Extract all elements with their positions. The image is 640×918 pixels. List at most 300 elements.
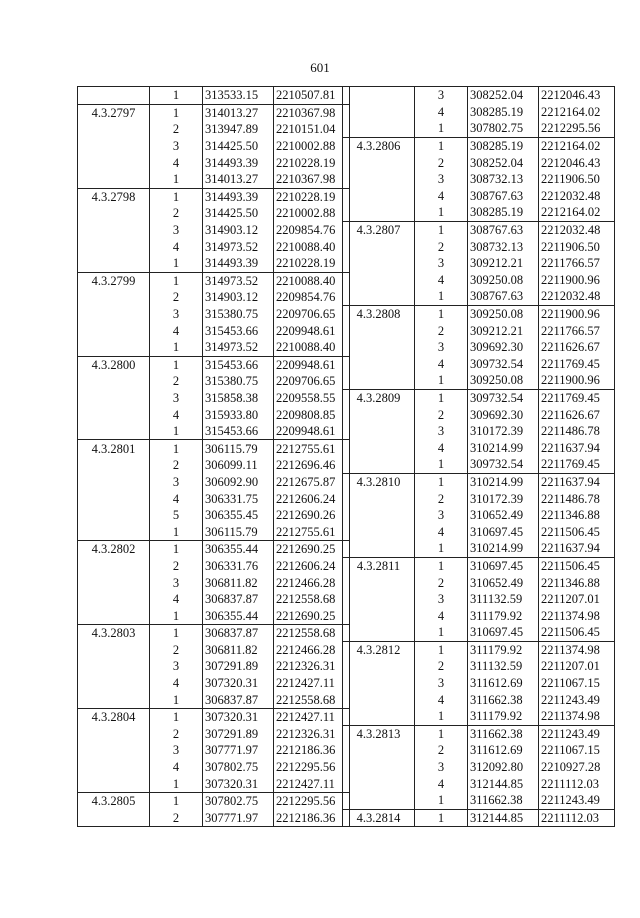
y-coordinate-cell: 2211346.88 bbox=[539, 574, 615, 591]
point-number-cell: 1 bbox=[415, 120, 468, 137]
y-coordinate-cell: 2212558.68 bbox=[274, 691, 350, 708]
table-row bbox=[78, 373, 350, 390]
parcel-id-cell: 4.3.2808 bbox=[343, 305, 415, 322]
y-coordinate-cell: 2210228.19 bbox=[274, 255, 350, 272]
table-row bbox=[78, 222, 350, 239]
table-row bbox=[343, 624, 615, 641]
x-coordinate-cell: 308252.04 bbox=[468, 154, 539, 171]
y-coordinate-cell: 2212295.56 bbox=[274, 792, 350, 809]
table-row bbox=[343, 809, 615, 827]
parcel-id-cell bbox=[343, 624, 415, 641]
point-number-cell: 1 bbox=[415, 641, 468, 658]
table-row bbox=[343, 322, 615, 339]
y-coordinate-cell: 2211346.88 bbox=[539, 507, 615, 524]
table-row bbox=[78, 104, 350, 121]
x-coordinate-cell: 310214.99 bbox=[468, 473, 539, 490]
point-number-cell: 1 bbox=[150, 523, 203, 540]
point-number-cell: 4 bbox=[415, 523, 468, 540]
y-coordinate-cell: 2210088.40 bbox=[274, 238, 350, 255]
point-number-cell: 1 bbox=[150, 708, 203, 725]
table-row bbox=[78, 507, 350, 524]
parcel-id-cell: 4.3.2803 bbox=[78, 625, 150, 642]
point-number-cell: 3 bbox=[415, 339, 468, 356]
table-row bbox=[343, 691, 615, 708]
parcel-id-cell bbox=[343, 171, 415, 188]
table-row bbox=[343, 204, 615, 221]
x-coordinate-cell: 314973.52 bbox=[203, 339, 274, 356]
x-coordinate-cell: 307771.97 bbox=[203, 742, 274, 759]
point-number-cell: 2 bbox=[415, 406, 468, 423]
parcel-id-cell: 4.3.2814 bbox=[343, 809, 415, 827]
table-row bbox=[78, 356, 350, 373]
point-number-cell: 1 bbox=[415, 473, 468, 490]
table-row bbox=[78, 188, 350, 205]
parcel-id-cell bbox=[343, 607, 415, 624]
table-row bbox=[78, 708, 350, 725]
x-coordinate-cell: 307802.75 bbox=[468, 120, 539, 137]
parcel-id-cell: 4.3.2802 bbox=[78, 541, 150, 558]
parcel-id-cell bbox=[78, 457, 150, 474]
y-coordinate-cell: 2211906.50 bbox=[539, 171, 615, 188]
point-number-cell: 4 bbox=[150, 490, 203, 507]
point-number-cell: 1 bbox=[150, 356, 203, 373]
table-row bbox=[343, 456, 615, 473]
parcel-id-cell: 4.3.2813 bbox=[343, 725, 415, 742]
point-number-cell: 2 bbox=[150, 373, 203, 390]
table-row bbox=[343, 540, 615, 557]
point-number-cell: 4 bbox=[415, 439, 468, 456]
point-number-cell: 1 bbox=[415, 792, 468, 809]
y-coordinate-cell: 2212755.61 bbox=[274, 440, 350, 457]
y-coordinate-cell: 2210367.98 bbox=[274, 104, 350, 121]
x-coordinate-cell: 311179.92 bbox=[468, 607, 539, 624]
point-number-cell: 2 bbox=[415, 658, 468, 675]
y-coordinate-cell: 2209706.65 bbox=[274, 306, 350, 323]
point-number-cell: 4 bbox=[415, 691, 468, 708]
point-number-cell: 1 bbox=[150, 625, 203, 642]
parcel-id-cell bbox=[78, 675, 150, 692]
parcel-id-cell: 4.3.2804 bbox=[78, 708, 150, 725]
parcel-id-cell bbox=[78, 322, 150, 339]
point-number-cell: 2 bbox=[150, 810, 203, 827]
table-row bbox=[78, 289, 350, 306]
table-row bbox=[343, 288, 615, 305]
table-row bbox=[343, 238, 615, 255]
x-coordinate-cell: 311662.38 bbox=[468, 792, 539, 809]
parcel-id-cell bbox=[78, 574, 150, 591]
table-row bbox=[78, 423, 350, 440]
point-number-cell: 1 bbox=[415, 372, 468, 389]
y-coordinate-cell: 2209706.65 bbox=[274, 373, 350, 390]
y-coordinate-cell: 2212032.48 bbox=[539, 288, 615, 305]
parcel-id-cell bbox=[343, 339, 415, 356]
x-coordinate-cell: 306355.45 bbox=[203, 507, 274, 524]
y-coordinate-cell: 2211637.94 bbox=[539, 439, 615, 456]
table-row bbox=[78, 272, 350, 289]
point-number-cell: 2 bbox=[415, 322, 468, 339]
point-number-cell: 1 bbox=[150, 792, 203, 809]
table-row bbox=[343, 591, 615, 608]
x-coordinate-cell: 312092.80 bbox=[468, 759, 539, 776]
point-number-cell: 1 bbox=[415, 305, 468, 322]
x-coordinate-cell: 307320.31 bbox=[203, 775, 274, 792]
table-row bbox=[343, 523, 615, 540]
point-number-cell: 2 bbox=[415, 490, 468, 507]
y-coordinate-cell: 2210002.88 bbox=[274, 205, 350, 222]
parcel-id-cell bbox=[343, 507, 415, 524]
parcel-id-cell bbox=[78, 255, 150, 272]
parcel-id-cell bbox=[343, 87, 415, 104]
parcel-id-cell bbox=[78, 121, 150, 138]
y-coordinate-cell: 2211769.45 bbox=[539, 389, 615, 406]
y-coordinate-cell: 2212606.24 bbox=[274, 490, 350, 507]
point-number-cell: 4 bbox=[150, 322, 203, 339]
table-row bbox=[78, 154, 350, 171]
x-coordinate-cell: 315453.66 bbox=[203, 356, 274, 373]
table-row bbox=[343, 675, 615, 692]
parcel-id-cell: 4.3.2801 bbox=[78, 440, 150, 457]
parcel-id-cell bbox=[78, 154, 150, 171]
point-number-cell: 4 bbox=[150, 675, 203, 692]
y-coordinate-cell: 2211067.15 bbox=[539, 742, 615, 759]
page-number: 601 bbox=[310, 60, 330, 75]
table-row bbox=[343, 574, 615, 591]
y-coordinate-cell: 2212690.25 bbox=[274, 541, 350, 558]
point-number-cell: 4 bbox=[150, 759, 203, 776]
y-coordinate-cell: 2212046.43 bbox=[539, 154, 615, 171]
table-row bbox=[343, 641, 615, 658]
x-coordinate-cell: 314493.39 bbox=[203, 255, 274, 272]
y-coordinate-cell: 2211506.45 bbox=[539, 624, 615, 641]
x-coordinate-cell: 306092.90 bbox=[203, 474, 274, 491]
x-coordinate-cell: 311612.69 bbox=[468, 675, 539, 692]
point-number-cell: 1 bbox=[150, 423, 203, 440]
point-number-cell: 3 bbox=[150, 390, 203, 407]
point-number-cell: 3 bbox=[150, 222, 203, 239]
x-coordinate-cell: 310697.45 bbox=[468, 557, 539, 574]
y-coordinate-cell: 2211067.15 bbox=[539, 675, 615, 692]
y-coordinate-cell: 2210002.88 bbox=[274, 138, 350, 155]
y-coordinate-cell: 2212558.68 bbox=[274, 591, 350, 608]
x-coordinate-cell: 306115.79 bbox=[203, 440, 274, 457]
point-number-cell: 3 bbox=[415, 423, 468, 440]
table-row bbox=[343, 607, 615, 624]
y-coordinate-cell: 2211243.49 bbox=[539, 725, 615, 742]
parcel-id-cell bbox=[78, 138, 150, 155]
x-coordinate-cell: 307291.89 bbox=[203, 726, 274, 743]
x-coordinate-cell: 314973.52 bbox=[203, 238, 274, 255]
parcel-id-cell bbox=[343, 272, 415, 289]
parcel-id-cell: 4.3.2799 bbox=[78, 272, 150, 289]
x-coordinate-cell: 306099.11 bbox=[203, 457, 274, 474]
table-row bbox=[343, 423, 615, 440]
table-row bbox=[343, 356, 615, 373]
parcel-id-cell bbox=[343, 490, 415, 507]
x-coordinate-cell: 308285.19 bbox=[468, 204, 539, 221]
x-coordinate-cell: 314425.50 bbox=[203, 205, 274, 222]
point-number-cell: 3 bbox=[150, 742, 203, 759]
y-coordinate-cell: 2211900.96 bbox=[539, 272, 615, 289]
parcel-id-cell bbox=[78, 87, 150, 105]
y-coordinate-cell: 2211769.45 bbox=[539, 356, 615, 373]
x-coordinate-cell: 307291.89 bbox=[203, 658, 274, 675]
table-row bbox=[78, 205, 350, 222]
y-coordinate-cell: 2209808.85 bbox=[274, 406, 350, 423]
point-number-cell: 4 bbox=[415, 188, 468, 205]
table-row bbox=[78, 490, 350, 507]
table-row bbox=[343, 87, 615, 104]
table-row bbox=[343, 473, 615, 490]
table-row bbox=[343, 742, 615, 759]
point-number-cell: 3 bbox=[150, 658, 203, 675]
table-row bbox=[78, 574, 350, 591]
table-row bbox=[78, 457, 350, 474]
x-coordinate-cell: 309250.08 bbox=[468, 372, 539, 389]
table-row bbox=[343, 775, 615, 792]
table-row bbox=[78, 691, 350, 708]
point-number-cell: 3 bbox=[150, 306, 203, 323]
table-row bbox=[343, 439, 615, 456]
parcel-id-cell bbox=[78, 642, 150, 659]
x-coordinate-cell: 310652.49 bbox=[468, 574, 539, 591]
table-row bbox=[343, 708, 615, 725]
point-number-cell: 2 bbox=[150, 726, 203, 743]
table-row bbox=[343, 255, 615, 272]
point-number-cell: 2 bbox=[150, 205, 203, 222]
parcel-id-cell bbox=[343, 288, 415, 305]
y-coordinate-cell: 2210151.04 bbox=[274, 121, 350, 138]
y-coordinate-cell: 2211766.57 bbox=[539, 255, 615, 272]
x-coordinate-cell: 307802.75 bbox=[203, 759, 274, 776]
x-coordinate-cell: 309250.08 bbox=[468, 272, 539, 289]
y-coordinate-cell: 2212164.02 bbox=[539, 204, 615, 221]
point-number-cell: 5 bbox=[150, 507, 203, 524]
y-coordinate-cell: 2211486.78 bbox=[539, 490, 615, 507]
point-number-cell: 2 bbox=[415, 238, 468, 255]
parcel-id-cell bbox=[78, 658, 150, 675]
x-coordinate-cell: 308767.63 bbox=[468, 188, 539, 205]
point-number-cell: 1 bbox=[150, 775, 203, 792]
x-coordinate-cell: 306837.87 bbox=[203, 691, 274, 708]
x-coordinate-cell: 315380.75 bbox=[203, 306, 274, 323]
point-number-cell: 1 bbox=[415, 540, 468, 557]
point-number-cell: 1 bbox=[150, 87, 203, 105]
table-row bbox=[78, 591, 350, 608]
point-number-cell: 4 bbox=[415, 104, 468, 121]
table-row bbox=[78, 558, 350, 575]
parcel-id-cell bbox=[343, 574, 415, 591]
parcel-id-cell bbox=[78, 306, 150, 323]
point-number-cell: 2 bbox=[415, 574, 468, 591]
point-number-cell: 1 bbox=[150, 691, 203, 708]
x-coordinate-cell: 306837.87 bbox=[203, 625, 274, 642]
parcel-id-cell bbox=[78, 558, 150, 575]
parcel-id-cell bbox=[343, 675, 415, 692]
x-coordinate-cell: 314973.52 bbox=[203, 272, 274, 289]
x-coordinate-cell: 311662.38 bbox=[468, 725, 539, 742]
table-row bbox=[343, 759, 615, 776]
x-coordinate-cell: 312144.85 bbox=[468, 809, 539, 827]
point-number-cell: 3 bbox=[150, 574, 203, 591]
y-coordinate-cell: 2211766.57 bbox=[539, 322, 615, 339]
y-coordinate-cell: 2211506.45 bbox=[539, 557, 615, 574]
table-row bbox=[78, 541, 350, 558]
point-number-cell: 1 bbox=[415, 288, 468, 305]
y-coordinate-cell: 2211637.94 bbox=[539, 540, 615, 557]
coordinate-table-left bbox=[77, 86, 350, 827]
y-coordinate-cell: 2209558.55 bbox=[274, 390, 350, 407]
table-row bbox=[78, 726, 350, 743]
y-coordinate-cell: 2212427.11 bbox=[274, 775, 350, 792]
y-coordinate-cell: 2212558.68 bbox=[274, 625, 350, 642]
x-coordinate-cell: 310697.45 bbox=[468, 624, 539, 641]
parcel-id-cell bbox=[343, 154, 415, 171]
point-number-cell: 2 bbox=[150, 642, 203, 659]
table-row bbox=[343, 339, 615, 356]
parcel-id-cell bbox=[343, 759, 415, 776]
parcel-id-cell: 4.3.2806 bbox=[343, 137, 415, 154]
y-coordinate-cell: 2212675.87 bbox=[274, 474, 350, 491]
x-coordinate-cell: 310172.39 bbox=[468, 423, 539, 440]
point-number-cell: 1 bbox=[415, 725, 468, 742]
parcel-id-cell bbox=[78, 759, 150, 776]
y-coordinate-cell: 2212326.31 bbox=[274, 658, 350, 675]
point-number-cell: 2 bbox=[150, 289, 203, 306]
point-number-cell: 2 bbox=[415, 154, 468, 171]
table-row bbox=[78, 440, 350, 457]
parcel-id-cell bbox=[78, 523, 150, 540]
point-number-cell: 4 bbox=[150, 591, 203, 608]
x-coordinate-cell: 306811.82 bbox=[203, 574, 274, 591]
point-number-cell: 4 bbox=[415, 775, 468, 792]
parcel-id-cell bbox=[343, 742, 415, 759]
coordinate-table-body bbox=[343, 87, 615, 827]
parcel-id-cell bbox=[343, 523, 415, 540]
x-coordinate-cell: 315453.66 bbox=[203, 423, 274, 440]
table-row bbox=[78, 775, 350, 792]
parcel-id-cell bbox=[343, 104, 415, 121]
table-row bbox=[78, 390, 350, 407]
x-coordinate-cell: 309692.30 bbox=[468, 339, 539, 356]
x-coordinate-cell: 310214.99 bbox=[468, 439, 539, 456]
parcel-id-cell bbox=[343, 540, 415, 557]
y-coordinate-cell: 2211112.03 bbox=[539, 809, 615, 827]
point-number-cell: 1 bbox=[150, 339, 203, 356]
parcel-id-cell: 4.3.2810 bbox=[343, 473, 415, 490]
x-coordinate-cell: 306331.76 bbox=[203, 558, 274, 575]
y-coordinate-cell: 2212186.36 bbox=[274, 742, 350, 759]
x-coordinate-cell: 311132.59 bbox=[468, 591, 539, 608]
table-row bbox=[78, 759, 350, 776]
point-number-cell: 1 bbox=[150, 440, 203, 457]
y-coordinate-cell: 2212427.11 bbox=[274, 675, 350, 692]
parcel-id-cell bbox=[343, 406, 415, 423]
point-number-cell: 2 bbox=[415, 742, 468, 759]
x-coordinate-cell: 311179.92 bbox=[468, 641, 539, 658]
x-coordinate-cell: 306355.44 bbox=[203, 541, 274, 558]
y-coordinate-cell: 2211506.45 bbox=[539, 523, 615, 540]
y-coordinate-cell: 2211900.96 bbox=[539, 372, 615, 389]
table-row bbox=[78, 792, 350, 809]
x-coordinate-cell: 306355.44 bbox=[203, 607, 274, 624]
parcel-id-cell bbox=[78, 373, 150, 390]
point-number-cell: 3 bbox=[415, 255, 468, 272]
table-row bbox=[78, 121, 350, 138]
x-coordinate-cell: 311662.38 bbox=[468, 691, 539, 708]
x-coordinate-cell: 310214.99 bbox=[468, 540, 539, 557]
point-number-cell: 1 bbox=[150, 541, 203, 558]
parcel-id-cell bbox=[78, 238, 150, 255]
x-coordinate-cell: 308732.13 bbox=[468, 238, 539, 255]
x-coordinate-cell: 311179.92 bbox=[468, 708, 539, 725]
y-coordinate-cell: 2209854.76 bbox=[274, 289, 350, 306]
x-coordinate-cell: 309250.08 bbox=[468, 305, 539, 322]
x-coordinate-cell: 308285.19 bbox=[468, 137, 539, 154]
table-row bbox=[343, 104, 615, 121]
parcel-id-cell bbox=[343, 372, 415, 389]
table-row bbox=[78, 306, 350, 323]
table-row bbox=[343, 490, 615, 507]
table-row bbox=[78, 238, 350, 255]
x-coordinate-cell: 308767.63 bbox=[468, 221, 539, 238]
x-coordinate-cell: 315858.38 bbox=[203, 390, 274, 407]
point-number-cell: 3 bbox=[415, 591, 468, 608]
y-coordinate-cell: 2212295.56 bbox=[274, 759, 350, 776]
point-number-cell: 3 bbox=[415, 675, 468, 692]
table-row bbox=[78, 742, 350, 759]
table-row bbox=[78, 810, 350, 827]
y-coordinate-cell: 2211637.94 bbox=[539, 473, 615, 490]
x-coordinate-cell: 313947.89 bbox=[203, 121, 274, 138]
table-row bbox=[78, 339, 350, 356]
parcel-id-cell bbox=[343, 356, 415, 373]
x-coordinate-cell: 308767.63 bbox=[468, 288, 539, 305]
y-coordinate-cell: 2212690.25 bbox=[274, 607, 350, 624]
y-coordinate-cell: 2211374.98 bbox=[539, 607, 615, 624]
point-number-cell: 1 bbox=[150, 607, 203, 624]
parcel-id-cell bbox=[343, 456, 415, 473]
parcel-id-cell: 4.3.2798 bbox=[78, 188, 150, 205]
y-coordinate-cell: 2211626.67 bbox=[539, 339, 615, 356]
y-coordinate-cell: 2211906.50 bbox=[539, 238, 615, 255]
x-coordinate-cell: 307771.97 bbox=[203, 810, 274, 827]
x-coordinate-cell: 314425.50 bbox=[203, 138, 274, 155]
parcel-id-cell bbox=[78, 607, 150, 624]
table-row bbox=[343, 389, 615, 406]
point-number-cell: 4 bbox=[415, 272, 468, 289]
y-coordinate-cell: 2211626.67 bbox=[539, 406, 615, 423]
parcel-id-cell bbox=[343, 591, 415, 608]
point-number-cell: 4 bbox=[150, 406, 203, 423]
point-number-cell: 2 bbox=[150, 121, 203, 138]
y-coordinate-cell: 2211207.01 bbox=[539, 658, 615, 675]
x-coordinate-cell: 307320.31 bbox=[203, 708, 274, 725]
x-coordinate-cell: 306331.75 bbox=[203, 490, 274, 507]
parcel-id-cell bbox=[78, 423, 150, 440]
point-number-cell: 3 bbox=[150, 474, 203, 491]
point-number-cell: 2 bbox=[150, 558, 203, 575]
parcel-id-cell bbox=[78, 289, 150, 306]
table-row bbox=[343, 557, 615, 574]
parcel-id-cell bbox=[343, 792, 415, 809]
y-coordinate-cell: 2209948.61 bbox=[274, 322, 350, 339]
point-number-cell: 3 bbox=[415, 171, 468, 188]
point-number-cell: 1 bbox=[415, 221, 468, 238]
x-coordinate-cell: 307320.31 bbox=[203, 675, 274, 692]
point-number-cell: 1 bbox=[150, 255, 203, 272]
point-number-cell: 3 bbox=[415, 759, 468, 776]
parcel-id-cell bbox=[78, 390, 150, 407]
